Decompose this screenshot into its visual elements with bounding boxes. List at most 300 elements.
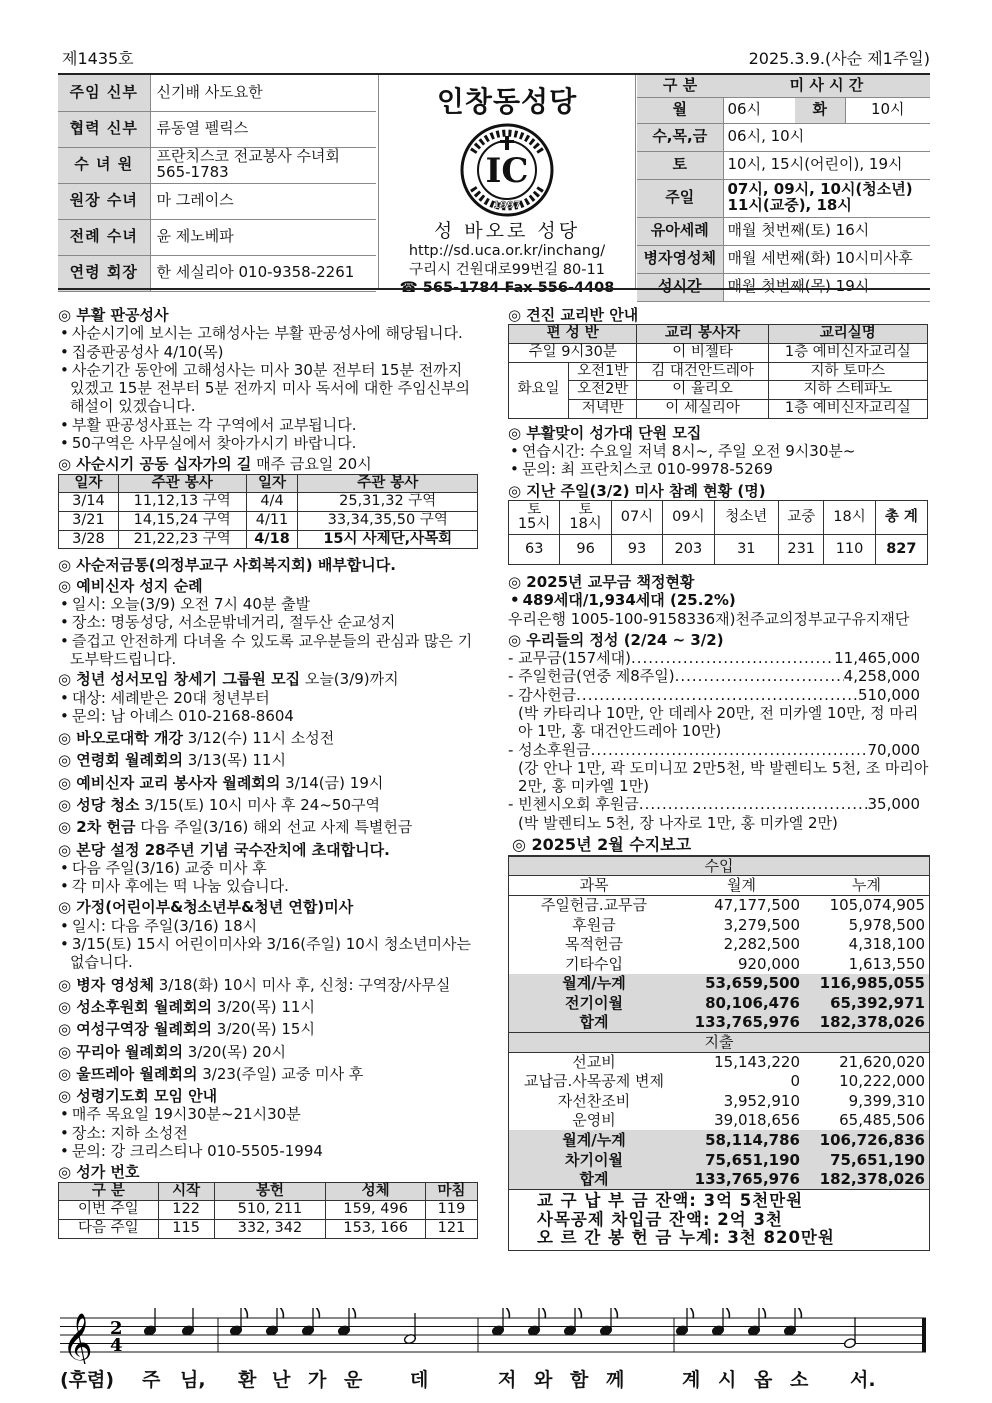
stations-title [58, 455, 478, 473]
finance-cell: 116,985,055 [804, 974, 929, 994]
clergy-name: 프란치스코 전교봉사 수녀회 565-1783 [150, 147, 376, 183]
parish-address: 구리시 건원대로99번길 80-11 [409, 261, 605, 278]
finance-row [509, 1130, 929, 1150]
notice-s9-heading: ◎ 성당 청소 [58, 795, 140, 814]
finance-row [509, 895, 929, 915]
clergy-row [58, 75, 376, 111]
lyric-syllable: 주 [142, 1368, 161, 1391]
stations-cell: 4/18 [246, 530, 298, 549]
logo-year: 1997 [493, 200, 521, 212]
notice-s16-note: 3/20(목) 20시 [182, 1042, 286, 1061]
finance-balances [509, 1189, 929, 1249]
finance-cell: 차기이월 [509, 1150, 679, 1170]
finance-row [509, 1052, 929, 1072]
stations-cell: 14,15,24 구역 [118, 512, 246, 531]
notice-s7-title [58, 751, 478, 769]
notice-s16-title [58, 1043, 478, 1061]
clergy-name: 한 세실리아 010-9358-2261 [150, 255, 376, 291]
mass-head-kind: 구 분 [637, 75, 723, 97]
header-bottom-rule [58, 288, 930, 290]
finance-cell: 3,279,500 [723, 915, 800, 934]
choir-heading: ◎ 부활맞이 성가대 단원 모집 [508, 423, 702, 442]
issue-number: 제1435호 [62, 49, 134, 68]
choir-item: • 문의: 최 프란치스코 010-9978-5269 [508, 460, 930, 478]
finance-cell: 0 [790, 1072, 800, 1091]
offering-amount: 35,000 [867, 795, 920, 814]
notice-s15-heading: ◎ 여성구역장 월례회의 [58, 1020, 212, 1039]
hymn-head: 시작 [158, 1182, 214, 1201]
notice-s9-title [58, 796, 478, 814]
mass-schedule-table [637, 75, 930, 302]
confirmation-cell: 저녁반 [569, 400, 637, 419]
stations-cell: 4/4 [246, 493, 298, 512]
attendance-heading: ◎ 지난 주일(3/2) 미사 참례 현황 (명) [508, 481, 766, 500]
offering-amount: 11,465,000 [834, 649, 920, 668]
finance-cell: 주일헌금.교무금 [540, 896, 648, 915]
confirmation-group: 화요일 [509, 362, 569, 418]
confession-item: • 사순시기에 보시는 고해성사는 부활 판공성사에 해당됩니다. [58, 324, 478, 342]
issue-date: 2025.3.9.(사순 제1주일) [748, 49, 930, 68]
finance-income-head [509, 856, 929, 876]
mass-time: 06시 [723, 97, 795, 123]
attendance-value: 203 [663, 534, 714, 564]
confirmation-cell: 김 대건안드레아 [637, 362, 768, 381]
mass-row [637, 151, 930, 179]
finance-cell: 교납금.사목공제 변제 [524, 1072, 664, 1091]
stations-head: 일자 [246, 474, 298, 493]
mass-row [637, 217, 930, 245]
finance-cell: 58,114,786 [679, 1130, 804, 1150]
attendance-value: 63 [509, 534, 560, 564]
offering-label: - 성소후원금 [508, 740, 591, 759]
finance-cell: 자선찬조비 [557, 1091, 631, 1110]
mass-time: 매월 첫번째(목) 19시 [723, 273, 930, 301]
notice-s7-note: 3/13(목) 11시 [182, 751, 286, 770]
finance-cell: 65,485,506 [839, 1111, 925, 1130]
dues-title [508, 573, 930, 591]
right-column [508, 306, 930, 1251]
confirmation-heading: ◎ 견진 교리반 안내 [508, 306, 639, 324]
finance-expense-head [509, 1032, 929, 1052]
mass-kind: 병자영성체 [637, 245, 723, 273]
offering-amount: 510,000 [857, 685, 920, 704]
youth-bible-list [58, 689, 478, 726]
attendance-head: 청소년 [714, 500, 779, 534]
logo-text: IC [485, 151, 529, 192]
offering-amount: 4,258,000 [843, 667, 920, 686]
youth-bible-heading: ◎ 청년 성서모임 창세기 그룹원 모집 [58, 670, 301, 689]
dues-account: 우리은행 1005-100-9158336재)천주교의정부교구유지재단 [508, 609, 910, 628]
stations-cell: 3/21 [59, 512, 119, 531]
finance-cell: 기타수입 [565, 954, 623, 973]
notice-s10-note: 다음 주일(3/16) 해외 선교 사제 특별헌금 [135, 818, 413, 837]
choir-title [508, 424, 930, 442]
hymn-cell: 121 [426, 1220, 478, 1239]
finance-cell: 182,378,026 [804, 1013, 929, 1033]
notice-s6-heading: ◎ 바오로대학 개강 [58, 729, 183, 748]
clergy-row [58, 147, 376, 183]
notice-s17-heading: ◎ 울뜨레아 월례회의 [58, 1064, 198, 1083]
offerings-title [508, 631, 930, 649]
finance-cell: 4,318,100 [848, 935, 925, 954]
parish-info [378, 75, 636, 296]
confirmation-title [508, 306, 930, 324]
finance-cell: 목적헌금 [565, 935, 623, 954]
clergy-role: 전례 수녀 [58, 219, 150, 255]
confession-title [58, 306, 478, 324]
mass-row [637, 273, 930, 301]
clergy-name: 신기배 사도요한 [150, 75, 376, 111]
prayer-meeting-item: • 문의: 강 크리스티나 010-5505-1994 [58, 1142, 478, 1160]
notice-s9-note: 3/15(토) 10시 미사 후 24~50구역 [139, 795, 380, 814]
finance-cell: 9,399,310 [848, 1091, 925, 1110]
confirmation-head: 교리실명 [768, 325, 927, 344]
pilgrimage-list [58, 595, 478, 668]
clergy-row [58, 183, 376, 219]
finance-cell: 105,074,905 [829, 896, 925, 915]
finance-income-head-label: 수입 [509, 856, 929, 876]
confirmation-cell: 이 세실리아 [637, 400, 768, 419]
finance-cell: 후원금 [572, 915, 616, 934]
stations-head: 주관 봉사 [298, 474, 478, 493]
stations-row [59, 493, 478, 512]
finance-col-head: 누계 [804, 876, 929, 896]
notice-s8-title [58, 774, 478, 792]
choir-item: • 연습시간: 수요일 저녁 8시~, 주일 오전 9시30분~ [508, 442, 930, 460]
hymns-title [58, 1163, 478, 1181]
stations-cell: 3/14 [59, 493, 119, 512]
finance-cell: 106,726,836 [804, 1130, 929, 1150]
clergy-row [58, 255, 376, 291]
dues-item: • 489세대/1,934세대 (25.2%) [508, 591, 930, 609]
stations-table [58, 474, 478, 550]
notice-s14-heading: ◎ 성소후원회 월례회의 [58, 997, 212, 1016]
notice-s10-title [58, 818, 478, 836]
clergy-name: 마 그레이스 [150, 183, 376, 219]
offering-note: (박 카타리나 10만, 안 데레사 20만, 전 미카엘 10만, 정 마리아 1만, 홍 대건안드레아 10만) [518, 704, 919, 741]
prayer-meeting-list [58, 1105, 478, 1160]
attendance-head: 토 18시 [560, 500, 611, 534]
confirmation-head: 편 성 반 [509, 325, 637, 344]
time-signature: 2 [110, 1318, 123, 1339]
finance-cell: 월계/누계 [509, 1130, 679, 1150]
finance-heading: ◎ 2025년 2월 수지보고 [512, 835, 692, 855]
dues-heading: ◎ 2025년 교무금 책정현황 [508, 572, 695, 591]
finance-cell: 1,613,550 [848, 954, 925, 973]
hymn-table [58, 1182, 478, 1239]
lyric-syllable: 와 [534, 1368, 553, 1391]
notice-s17-note: 3/23(주일) 교중 미사 후 [197, 1064, 364, 1083]
notice-s17-title [58, 1065, 478, 1083]
noodle-party-item: • 다음 주일(3/16) 교중 미사 후 [58, 859, 478, 877]
family-mass-title [58, 898, 478, 916]
finance-cell: 65,392,971 [804, 993, 929, 1013]
youth-bible-note: 오늘(3/9)까지 [300, 670, 399, 689]
finance-row [509, 934, 929, 954]
attendance-head: 09시 [663, 500, 714, 534]
prayer-meeting-item: • 매주 목요일 19시30분~21시30분 [58, 1105, 478, 1123]
mass-row [637, 245, 930, 273]
youth-bible-item: • 대상: 세례받은 20대 청년부터 [58, 689, 478, 707]
lyric-syllable: 께 [606, 1368, 625, 1391]
stations-head: 일자 [59, 474, 119, 493]
treble-clef-icon: 𝄞 [62, 1313, 93, 1364]
youth-bible-item: • 문의: 남 아녜스 010-2168-8604 [58, 707, 478, 725]
finance-cell: 53,659,500 [679, 974, 804, 994]
family-mass-heading: ◎ 가정(어린이부&청소년부&청년 연합)미사 [58, 898, 354, 917]
notice-s16-heading: ◎ 꾸리아 월례회의 [58, 1042, 183, 1061]
stations-cell: 21,22,23 구역 [118, 530, 246, 549]
offering-amount: 70,000 [867, 740, 920, 759]
confirmation-cell: 이 비젤타 [637, 343, 768, 362]
offering-dots [675, 667, 844, 685]
attendance-value: 31 [714, 534, 779, 564]
pilgrimage-title [58, 577, 478, 595]
finance-box [508, 855, 930, 1251]
stations-head: 주관 봉사 [118, 474, 246, 493]
prayer-meeting-item: • 장소: 지하 소성전 [58, 1124, 478, 1142]
clergy-name: 윤 제노베파 [150, 219, 376, 255]
confirmation-cell: 지하 토마스 [768, 362, 927, 381]
hymn-cell: 다음 주일 [59, 1220, 159, 1239]
attendance-value: 827 [875, 534, 927, 564]
family-mass-item: • 일시: 다음 주일(3/16) 18시 [58, 917, 478, 935]
lyric-syllable: 운 [344, 1368, 363, 1391]
mass-time: 10시, 15시(어린이), 19시 [723, 151, 930, 179]
finance-cell: 75,651,190 [804, 1150, 929, 1170]
lyric-syllable: 소 [790, 1368, 809, 1391]
attendance-head: 총 계 [875, 500, 927, 534]
finance-table [509, 856, 929, 1190]
pilgrimage-heading: ◎ 예비신자 성지 순례 [58, 576, 203, 595]
mass-kind: 성시간 [637, 273, 723, 301]
pilgrimage-item: • 일시: 오늘(3/9) 오전 7시 40분 출발 [58, 595, 478, 613]
finance-cell: 운영비 [572, 1111, 616, 1130]
finance-cell: 2,282,500 [723, 935, 800, 954]
stations-cell: 3/28 [59, 530, 119, 549]
clergy-row [58, 219, 376, 255]
notice-s8-note: 3/14(금) 19시 [280, 773, 384, 792]
stations-cell: 11,12,13 구역 [118, 493, 246, 512]
mass-kind-2: 화 [795, 97, 845, 123]
confession-list [58, 324, 478, 452]
finance-cell: 합계 [509, 1170, 679, 1190]
mass-kind: 토 [637, 151, 723, 179]
finance-expense-head-label: 지출 [509, 1032, 929, 1052]
hymns-heading: ◎ 성가 번호 [58, 1163, 140, 1182]
notice-s6-title [58, 729, 478, 747]
lyrics [58, 1369, 930, 1397]
mass-row [637, 123, 930, 151]
stations-cell: 25,31,32 구역 [298, 493, 478, 512]
hymn-cell: 115 [158, 1220, 214, 1239]
mass-time-2: 10시 [845, 97, 930, 123]
parish-patron: 성 바오로 성당 [433, 220, 581, 243]
left-column [58, 306, 478, 1239]
hymn-head: 봉헌 [214, 1182, 326, 1201]
notice-s6-note: 3/12(수) 11시 소성전 [182, 729, 335, 748]
finance-cell: 전기이월 [509, 993, 679, 1013]
notice-s14-title [58, 998, 478, 1016]
attendance-head: 18시 [824, 500, 875, 534]
savings-box-heading: ◎ 사순저금통(의정부교구 사회복지회) 배부합니다. [58, 556, 396, 575]
notice-s15-note: 3/20(목) 15시 [211, 1020, 315, 1039]
finance-cell: 133,765,976 [679, 1013, 804, 1033]
hymn-cell: 510, 211 [214, 1201, 326, 1220]
offering-note: (강 안나 1만, 곽 도미니꼬 2만5천, 박 발렌티노 5천, 조 마리아 2만, 홍 미카엘 1만) [518, 758, 929, 796]
savings-box-title [58, 556, 478, 574]
attendance-head: 07시 [611, 500, 662, 534]
lyric-syllable: 시 [718, 1368, 737, 1391]
notice-s10-heading: ◎ 2차 헌금 [58, 818, 136, 837]
offering-line [508, 667, 930, 685]
finance-col-head: 월계 [679, 876, 804, 896]
notice-s14-note: 3/20(목) 11시 [211, 997, 315, 1016]
parish-name: 인창동성당 [436, 85, 578, 118]
notice-s15-title [58, 1020, 478, 1038]
finance-cell: 47,177,500 [714, 896, 800, 915]
attendance-value: 110 [824, 534, 875, 564]
clergy-role: 원장 수녀 [58, 183, 150, 219]
lyric-syllable: 환 [238, 1368, 257, 1391]
stations-cell: 15시 사제단,사목회 [298, 530, 478, 549]
confession-heading: ◎ 부활 판공성사 [58, 306, 169, 324]
offering-line [508, 795, 930, 813]
finance-balance-line: 사목공제 차입금 잔액: 2억 3천 [537, 1209, 783, 1229]
hymn-cell: 153, 166 [326, 1220, 426, 1239]
confirmation-head: 교리 봉사자 [637, 325, 768, 344]
prayer-meeting-title [58, 1087, 478, 1105]
confession-item: • 집중판공성사 4/10(목) [58, 343, 478, 361]
finance-cell: 선교비 [572, 1052, 616, 1071]
attendance-head: 교중 [779, 500, 824, 534]
finance-cell: 3,952,910 [723, 1091, 800, 1110]
noodle-party-heading: ◎ 본당 설정 28주년 기념 국수잔치에 초대합니다. [58, 840, 390, 859]
finance-cell: 21,620,020 [839, 1052, 925, 1071]
stations-note: 매주 금요일 20시 [251, 455, 372, 474]
stations-cell: 33,34,35,50 구역 [298, 512, 478, 531]
confirmation-cell: 1층 예비신자교리실 [768, 400, 927, 419]
mass-time: 06시, 10시 [723, 123, 930, 151]
finance-col-head: 과목 [509, 876, 679, 896]
mass-kind: 월 [637, 97, 723, 123]
mass-kind: 주일 [637, 179, 723, 217]
stations-row [59, 530, 478, 549]
finance-row [509, 974, 929, 994]
attendance-title [508, 482, 930, 500]
staff-lines [58, 1308, 930, 1364]
time-signature: 4 [110, 1335, 123, 1356]
hymn-cell: 332, 342 [214, 1220, 326, 1239]
parish-phone: ☎ 565-1784 Fax 556-4408 [399, 279, 615, 296]
hymn-row [59, 1220, 478, 1239]
notice-s8-heading: ◎ 예비신자 교리 봉사자 월례회의 [58, 773, 281, 792]
notice-s13-heading: ◎ 병자 영성체 [58, 975, 154, 994]
family-mass-item: • 3/15(토) 15시 어린이미사와 3/16(주일) 10시 청소년미사는 없습니다. [58, 935, 478, 972]
finance-row [509, 1111, 929, 1131]
hymn-head: 성체 [326, 1182, 426, 1201]
offering-label: - 빈첸시오회 후원금 [508, 795, 639, 814]
attendance-head: 토 15시 [509, 500, 560, 534]
lyric-syllable: 서. [850, 1368, 876, 1391]
confession-item: • 부활 판공성사표는 각 구역에서 교부됩니다. [58, 416, 478, 434]
offerings-heading: ◎ 우리들의 정성 (2/24 ~ 3/2) [508, 630, 724, 649]
finance-cell: 182,378,026 [804, 1170, 929, 1190]
stations-heading: ◎ 사순시기 공동 십자가의 길 [58, 455, 252, 474]
confession-item: • 사순기간 동안에 고해성사는 미사 30분 전부터 15분 전까지 있겠고 15분 전부터 5분 전까지 미사 독서에 대한 주임신부의 해설이 있겠습니다. [58, 361, 478, 416]
finance-cell: 월계/누계 [509, 974, 679, 994]
finance-row [509, 1091, 929, 1111]
hymn-head: 구 분 [59, 1182, 159, 1201]
lyric-syllable: 저 [498, 1368, 517, 1391]
hymn-cell: 159, 496 [326, 1201, 426, 1220]
mass-kind: 유아세례 [637, 217, 723, 245]
notice-s13-title [58, 976, 478, 994]
offering-dots [631, 649, 834, 667]
mass-head-row [637, 75, 930, 97]
hymn-cell: 119 [426, 1201, 478, 1220]
finance-row [509, 1170, 929, 1190]
clergy-role: 수 녀 원 [58, 147, 150, 183]
confession-item: • 50구역은 사무실에서 찾아가시기 바랍니다. [58, 434, 478, 452]
mass-kind: 수,목,금 [637, 123, 723, 151]
finance-row [509, 1072, 929, 1092]
choir-list [508, 442, 930, 479]
confirmation-cell: 지하 스테파노 [768, 381, 927, 400]
dues-list [508, 591, 930, 609]
finance-cell: 합계 [509, 1013, 679, 1033]
finance-cell: 39,018,656 [714, 1111, 800, 1130]
finance-cell: 75,651,190 [679, 1150, 804, 1170]
music-staff [58, 1308, 930, 1398]
offering-dots [639, 795, 868, 813]
finance-title [508, 835, 930, 855]
finance-row [509, 954, 929, 974]
pilgrimage-item: • 즐겁고 안전하게 다녀올 수 있도록 교우분들의 관심과 많은 기도부탁드립니다. [58, 632, 478, 669]
offering-line [508, 649, 930, 667]
hymn-head: 마침 [426, 1182, 478, 1201]
offering-dots [576, 686, 858, 704]
clergy-name: 류동열 펠릭스 [150, 111, 376, 147]
noodle-party-list [58, 859, 478, 896]
mass-row [637, 179, 930, 217]
lyric-syllable: 님, [180, 1368, 206, 1391]
finance-cell: 10,222,000 [839, 1072, 925, 1091]
noodle-party-title [58, 841, 478, 859]
finance-cell: 920,000 [737, 954, 800, 973]
clergy-role: 연령 회장 [58, 255, 150, 291]
finance-balance-line: 오 르 간 봉 헌 금 누계: 3천 820만원 [537, 1228, 835, 1248]
confirmation-cell: 오전1반 [569, 362, 637, 381]
finance-row [509, 1013, 929, 1033]
confirmation-table [508, 324, 928, 418]
hymn-row [59, 1201, 478, 1220]
lyric-syllable: 난 [272, 1368, 291, 1391]
finance-row [509, 993, 929, 1013]
notice-s13-note: 3/18(화) 10시 미사 후, 신청: 구역장/사무실 [153, 975, 451, 994]
lyric-syllable: 함 [570, 1368, 589, 1391]
lyric-syllable: 계 [682, 1368, 701, 1391]
confirmation-cell: 이 율리오 [637, 381, 768, 400]
lyric-syllable: 데 [410, 1368, 429, 1391]
finance-cols [509, 876, 929, 896]
stations-row [59, 512, 478, 531]
hymn-cell: 122 [158, 1201, 214, 1220]
offering-dots [591, 741, 868, 759]
confirmation-cell: 1층 예비신자교리실 [768, 343, 927, 362]
family-mass-list [58, 917, 478, 972]
parish-url[interactable]: http://sd.uca.or.kr/inchang/ [408, 243, 606, 260]
